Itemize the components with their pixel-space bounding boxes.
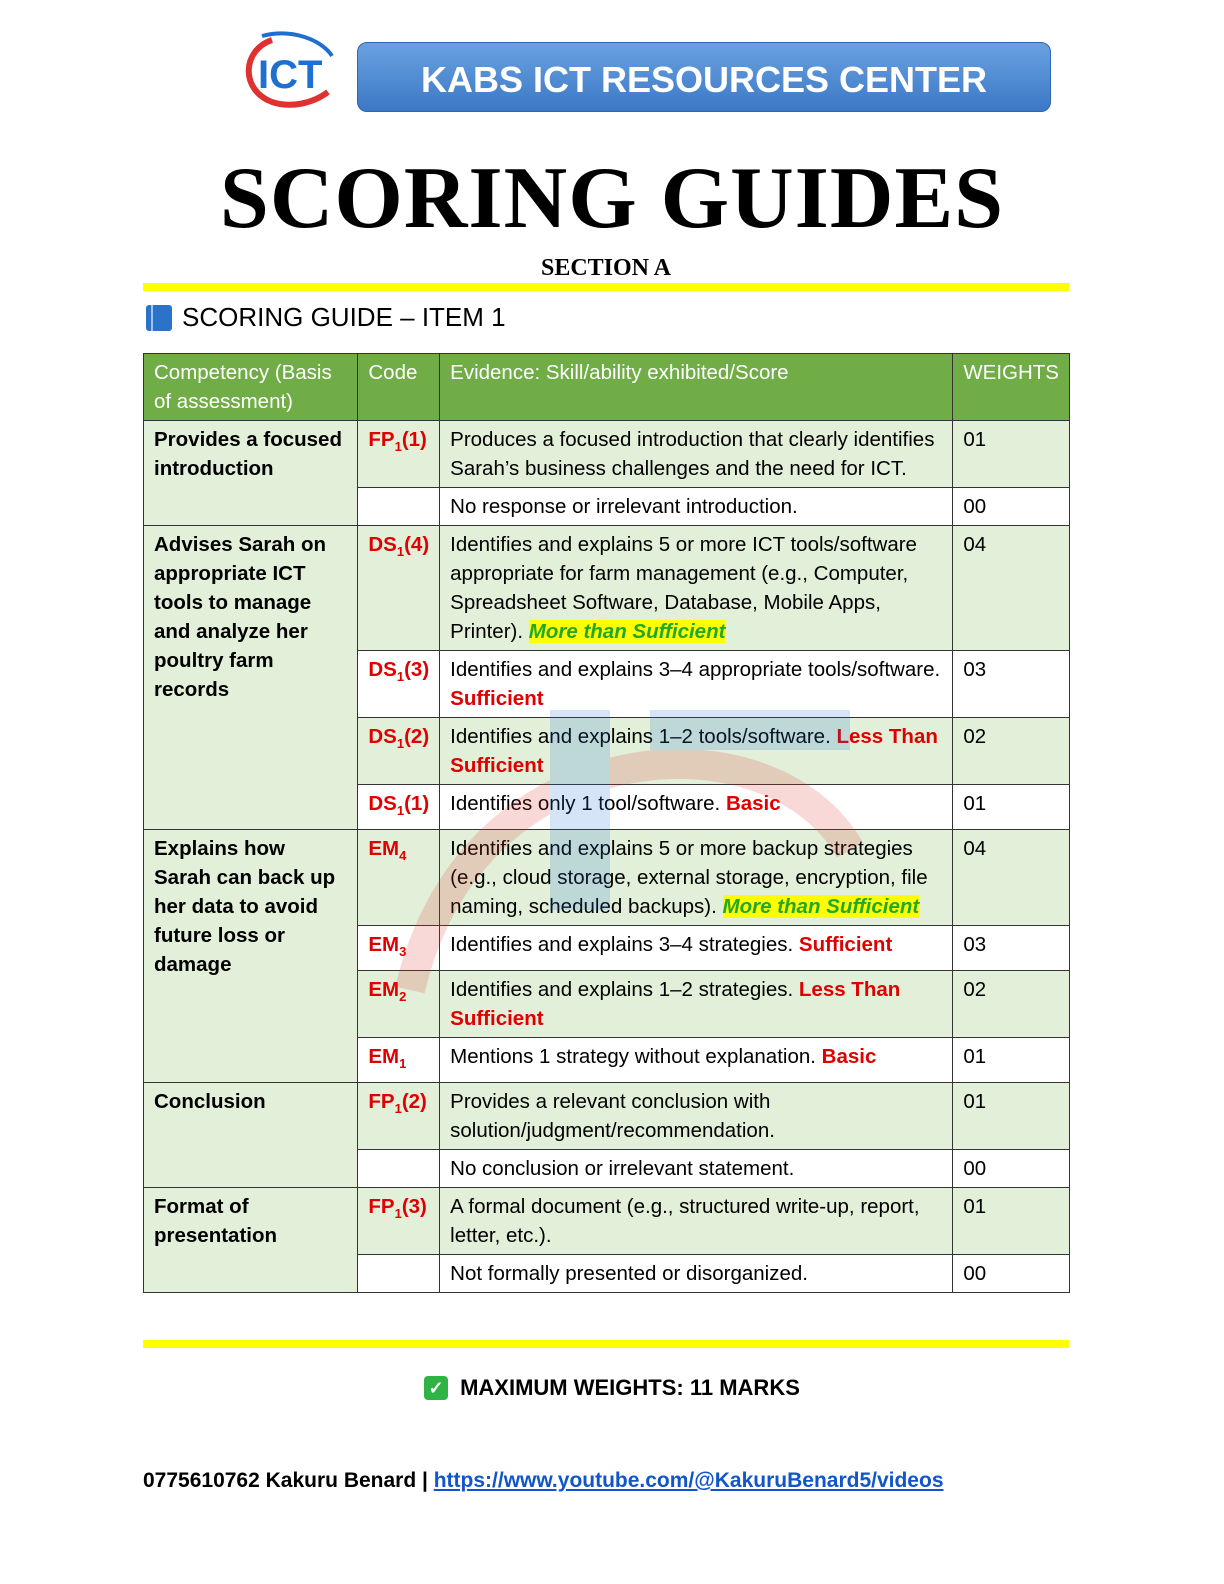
header-weights: WEIGHTS bbox=[953, 354, 1070, 421]
code-main: EM bbox=[368, 1045, 400, 1069]
page-title: SCORING GUIDES bbox=[219, 150, 1005, 247]
code-main: FP bbox=[368, 428, 395, 451]
table-row bbox=[144, 421, 1070, 488]
table-row bbox=[144, 1188, 1070, 1255]
evidence-text: No conclusion or irrelevant statement. bbox=[450, 1157, 795, 1181]
scoring-table bbox=[143, 353, 1070, 1293]
weight-cell: 04 bbox=[953, 526, 1070, 651]
rating-label: Less Than Sufficient bbox=[450, 725, 938, 777]
max-weights-text: MAXIMUM WEIGHTS: 11 MARKS bbox=[460, 1375, 800, 1400]
code-cell bbox=[358, 971, 440, 1038]
code-cell bbox=[358, 488, 440, 526]
competency-cell: Provides a focused introduction bbox=[144, 421, 358, 526]
weight-cell: 01 bbox=[953, 421, 1070, 488]
code-cell bbox=[358, 926, 440, 971]
competency-cell: Format of presentation bbox=[144, 1188, 358, 1293]
table-row bbox=[144, 830, 1070, 926]
code-suffix: (3) bbox=[401, 1195, 427, 1219]
check-icon: ✓ bbox=[424, 1376, 448, 1400]
evidence-text: Identifies and explains 1–2 strategies. bbox=[450, 978, 794, 1002]
evidence-text: Not formally presented or disorganized. bbox=[450, 1262, 808, 1286]
rating-label: More than Sufficient bbox=[528, 620, 726, 643]
code-suffix: (1) bbox=[401, 428, 427, 451]
evidence-text: No response or irrelevant introduction. bbox=[450, 495, 798, 518]
weight-cell: 04 bbox=[953, 830, 1070, 926]
evidence-cell bbox=[440, 651, 953, 718]
code-main: FP bbox=[368, 1090, 395, 1114]
code-main: DS bbox=[368, 725, 397, 748]
code-suffix: (2) bbox=[404, 725, 430, 748]
evidence-text: Identifies and explains 5 or more ICT tools/software appropriate for farm management (e.g., Computer, Spreadsheet Software, Database, Mobile Apps, Printer). bbox=[450, 533, 917, 643]
evidence-cell bbox=[440, 718, 953, 785]
code-cell bbox=[358, 1188, 440, 1255]
evidence-cell bbox=[440, 488, 953, 526]
rating-label: More than Sufficient bbox=[722, 895, 920, 919]
weight-cell: 03 bbox=[953, 651, 1070, 718]
evidence-cell bbox=[440, 1255, 953, 1293]
contact-line bbox=[143, 1469, 944, 1493]
weight-cell: 02 bbox=[953, 971, 1070, 1038]
evidence-cell bbox=[440, 1150, 953, 1188]
evidence-text: Identifies and explains 3–4 strategies. bbox=[450, 933, 794, 957]
code-subscript: 1 bbox=[394, 1206, 402, 1222]
ict-logo bbox=[232, 30, 338, 114]
weight-cell: 01 bbox=[953, 1038, 1070, 1083]
evidence-text: Identifies only 1 tool/software. bbox=[450, 792, 721, 815]
code-cell bbox=[358, 1038, 440, 1083]
code-subscript: 2 bbox=[399, 989, 407, 1005]
youtube-link[interactable]: https://www.youtube.com/@KakuruBenard5/videos bbox=[433, 1469, 944, 1492]
contact-text: 0775610762 Kakuru Benard | bbox=[143, 1469, 428, 1492]
code-main: DS bbox=[368, 533, 397, 556]
divider-bottom bbox=[143, 1340, 1069, 1348]
code-subscript: 4 bbox=[399, 848, 407, 864]
weight-cell: 00 bbox=[953, 1150, 1070, 1188]
evidence-cell bbox=[440, 1083, 953, 1150]
code-suffix: (4) bbox=[404, 533, 430, 556]
rating-label: Sufficient bbox=[798, 933, 893, 957]
code-cell bbox=[358, 785, 440, 830]
code-main: DS bbox=[368, 658, 397, 681]
evidence-cell bbox=[440, 971, 953, 1038]
code-subscript: 1 bbox=[396, 803, 405, 819]
rating-label: Basic bbox=[725, 792, 781, 815]
evidence-text: Produces a focused introduction that clearly identifies Sarah’s business challenges and the need for ICT. bbox=[450, 428, 935, 480]
code-cell bbox=[358, 421, 440, 488]
code-subscript: 1 bbox=[394, 1101, 402, 1117]
weight-cell: 01 bbox=[953, 1083, 1070, 1150]
code-cell bbox=[358, 718, 440, 785]
code-main: EM bbox=[368, 933, 400, 957]
weight-cell: 00 bbox=[953, 1255, 1070, 1293]
evidence-text: Identifies and explains 5 or more backup strategies (e.g., cloud storage, external storage, encryption, file naming, scheduled backups). bbox=[450, 837, 928, 919]
header-competency: Competency (Basis of assessment) bbox=[144, 354, 358, 421]
evidence-text: Mentions 1 strategy without explanation. bbox=[450, 1045, 816, 1069]
header-code: Code bbox=[358, 354, 440, 421]
code-main: DS bbox=[368, 792, 397, 815]
evidence-cell bbox=[440, 830, 953, 926]
banner: KABS ICT RESOURCES CENTER bbox=[357, 42, 1051, 112]
weight-cell: 01 bbox=[953, 1188, 1070, 1255]
evidence-text: Identifies and explains 1–2 tools/software. bbox=[450, 725, 831, 748]
evidence-text: Provides a relevant conclusion with solution/judgment/recommendation. bbox=[450, 1090, 775, 1143]
code-subscript: 1 bbox=[399, 1056, 407, 1072]
code-suffix: (2) bbox=[401, 1090, 427, 1114]
code-cell bbox=[358, 1150, 440, 1188]
weight-cell: 03 bbox=[953, 926, 1070, 971]
evidence-cell bbox=[440, 926, 953, 971]
logo-text: ICT bbox=[258, 53, 323, 97]
divider-top bbox=[143, 283, 1069, 291]
header-evidence: Evidence: Skill/ability exhibited/Score bbox=[440, 354, 953, 421]
evidence-text: A formal document (e.g., structured write-up, report, letter, etc.). bbox=[450, 1195, 920, 1248]
code-subscript: 1 bbox=[396, 669, 405, 685]
item-title-text: SCORING GUIDE – ITEM 1 bbox=[182, 302, 506, 332]
competency-cell: Conclusion bbox=[144, 1083, 358, 1188]
evidence-text: Identifies and explains 3–4 appropriate tools/software. bbox=[450, 658, 941, 681]
code-subscript: 1 bbox=[394, 439, 402, 455]
code-main: EM bbox=[368, 837, 400, 861]
code-suffix: (1) bbox=[404, 792, 430, 815]
evidence-cell bbox=[440, 1038, 953, 1083]
code-subscript: 1 bbox=[396, 544, 405, 560]
evidence-cell bbox=[440, 526, 953, 651]
evidence-cell bbox=[440, 785, 953, 830]
code-cell bbox=[358, 526, 440, 651]
section-label: SECTION A bbox=[540, 255, 672, 281]
weight-cell: 02 bbox=[953, 718, 1070, 785]
weight-cell: 00 bbox=[953, 488, 1070, 526]
book-icon bbox=[146, 305, 172, 331]
weight-cell: 01 bbox=[953, 785, 1070, 830]
competency-cell: Explains how Sarah can back up her data to avoid future loss or damage bbox=[144, 830, 358, 1083]
code-subscript: 3 bbox=[399, 944, 407, 960]
code-cell bbox=[358, 1083, 440, 1150]
item-heading bbox=[146, 302, 506, 333]
table-row bbox=[144, 526, 1070, 651]
rating-label: Less Than Sufficient bbox=[450, 978, 901, 1031]
code-cell bbox=[358, 651, 440, 718]
evidence-cell bbox=[440, 421, 953, 488]
table-row bbox=[144, 1083, 1070, 1150]
rating-label: Basic bbox=[821, 1045, 877, 1069]
max-weights bbox=[0, 1375, 1224, 1401]
code-cell bbox=[358, 830, 440, 926]
rating-label: Sufficient bbox=[450, 687, 544, 710]
code-suffix: (3) bbox=[404, 658, 430, 681]
code-main: FP bbox=[368, 1195, 395, 1219]
competency-cell: Advises Sarah on appropriate ICT tools to manage and analyze her poultry farm records bbox=[144, 526, 358, 830]
table-header-row bbox=[144, 354, 1070, 421]
code-cell bbox=[358, 1255, 440, 1293]
code-main: EM bbox=[368, 978, 400, 1002]
evidence-cell bbox=[440, 1188, 953, 1255]
code-subscript: 1 bbox=[396, 736, 405, 752]
